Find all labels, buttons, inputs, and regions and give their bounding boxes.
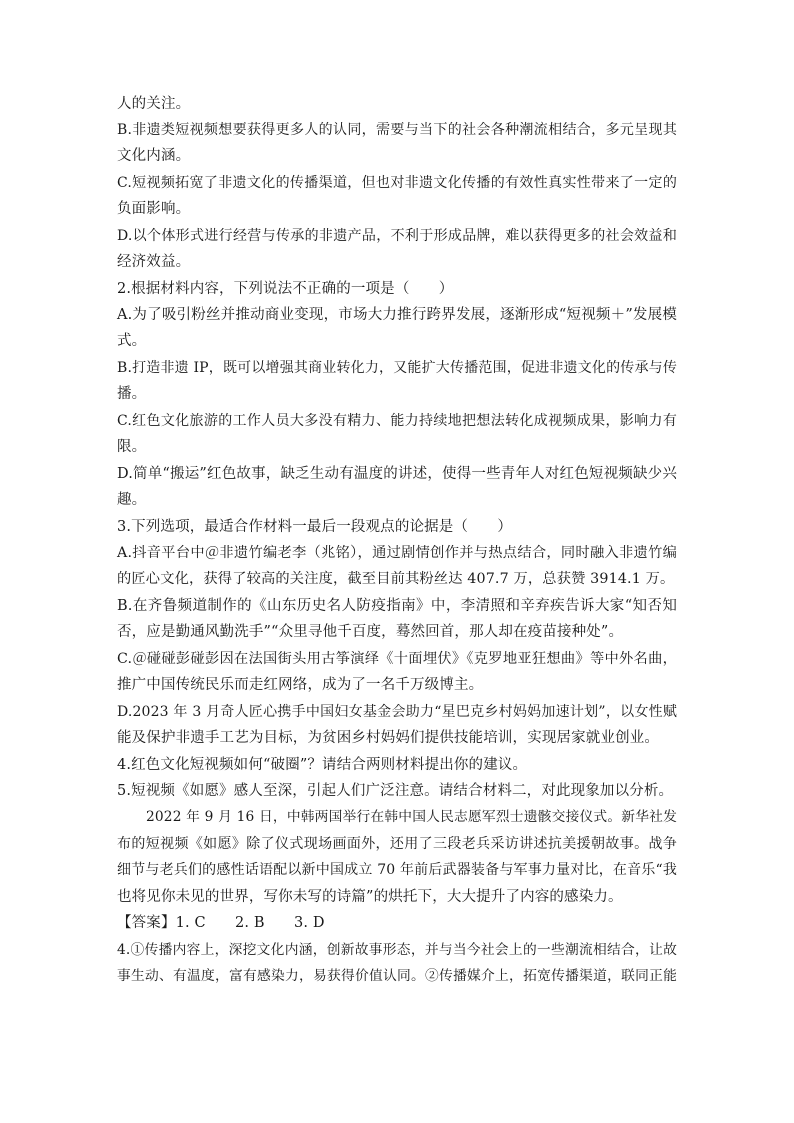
text-line: B.打造非遗 IP，既可以增强其商业转化力，又能扩大传播范围，促进非遗文化的传承与传 <box>117 360 677 376</box>
answer-4-line: 4.①传播内容上，深挖文化内涵，创新故事形态，并与当今社会上的一些潮流相结合，让故 <box>117 942 677 958</box>
text-line: 否，应是勤通风勤洗手”“众里寻他千百度，蓦然回首，那人却在疫苗接种处”。 <box>117 624 624 640</box>
text-line: 能及保护非遗手工艺为目标，为贫困乡村妈妈们提供技能培训，实现居家就业创业。 <box>117 730 660 746</box>
answer-line: 【答案】1. C 2. B 3. D <box>117 915 325 931</box>
text-line: C.短视频拓宽了非遗文化的传播渠道，但也对非遗文化传播的有效性真实性带来了一定的 <box>117 175 677 191</box>
question-2-stem: 2.根据材料内容，下列说法不正确的一项是（ ） <box>117 281 454 297</box>
material-paragraph-line: 细节与老兵们的感性话语配以新中国成立 70 年前后武器装备与军事力量对比，在音乐“我 <box>117 862 677 878</box>
text-line: 式。 <box>117 333 147 349</box>
material-paragraph-line: 2022 年 9 月 16 日，中韩两国举行在韩中国人民志愿军烈士遗骸交接仪式。新华社发 <box>146 809 677 825</box>
text-line: 经济效益。 <box>117 254 191 270</box>
text-line: C.＠碰碰彭碰彭因在法国街头用古筝演绎《十面埋伏》《克罗地亚狂想曲》等中外名曲， <box>117 651 677 667</box>
text-line: 限。 <box>117 439 147 455</box>
text-line: 的匠心文化，获得了较高的关注度，截至目前其粉丝达 407.7 万，总获赞 3914.1 万。 <box>117 571 675 587</box>
text-line: D.2023 年 3 月奇人匠心携手中国妇女基金会助力“星巴克乡村妈妈加速计划”，以女性赋 <box>117 704 677 720</box>
material-paragraph-line: 也将见你未见的世界，写你未写的诗篇”的烘托下，大大提升了内容的感染力。 <box>117 889 623 905</box>
text-line: A.为了吸引粉丝并推动商业变现，市场大力推行跨界发展，逐渐形成“短视频＋”发展模 <box>117 307 677 323</box>
text-line: C.红色文化旅游的工作人员大多没有精力、能力持续地把想法转化成视频成果，影响力有 <box>117 413 677 429</box>
text-line: D.简单“搬运”红色故事，缺乏生动有温度的讲述，使得一些青年人对红色短视频缺少兴 <box>117 466 677 482</box>
text-line: B.在齐鲁频道制作的《山东历史名人防疫指南》中，李清照和辛弃疾告诉大家“知否知 <box>117 598 677 614</box>
answer-4-line: 事生动、有温度，富有感染力，易获得价值认同。②传播媒介上，拓宽传播渠道，联同正能 <box>117 968 677 984</box>
question-3-stem: 3.下列选项，最适合作材料一最后一段观点的论据是（ ） <box>117 519 513 535</box>
text-line: 人的关注。 <box>117 96 191 112</box>
text-line: 趣。 <box>117 492 147 508</box>
text-line: B.非遗类短视频想要获得更多人的认同，需要与当下的社会各种潮流相结合，多元呈现其 <box>117 122 677 138</box>
question-4-stem: 4.红色文化短视频如何“破圈”？请结合两则材料提出你的建议。 <box>117 757 528 773</box>
text-line: A.抖音平台中＠非遗竹编老李（兆铭），通过剧情创作并与热点结合，同时融入非遗竹编 <box>117 545 677 561</box>
text-line: 文化内涵。 <box>117 148 191 164</box>
text-line: 推广中国传统民乐而走红网络，成为了一名千万级博主。 <box>117 677 484 693</box>
text-line: 播。 <box>117 386 147 402</box>
text-line: 负面影响。 <box>117 201 191 217</box>
material-paragraph-line: 布的短视频《如愿》除了仪式现场画面外，还用了三段老兵采访讲述抗美援朝故事。战争 <box>117 836 677 852</box>
text-line: D.以个体形式进行经营与传承的非遗产品，不利于形成品牌，难以获得更多的社会效益和 <box>117 228 677 244</box>
question-5-stem: 5.短视频《如愿》感人至深，引起人们广泛注意。请结合材料二，对此现象加以分析。 <box>117 783 674 799</box>
